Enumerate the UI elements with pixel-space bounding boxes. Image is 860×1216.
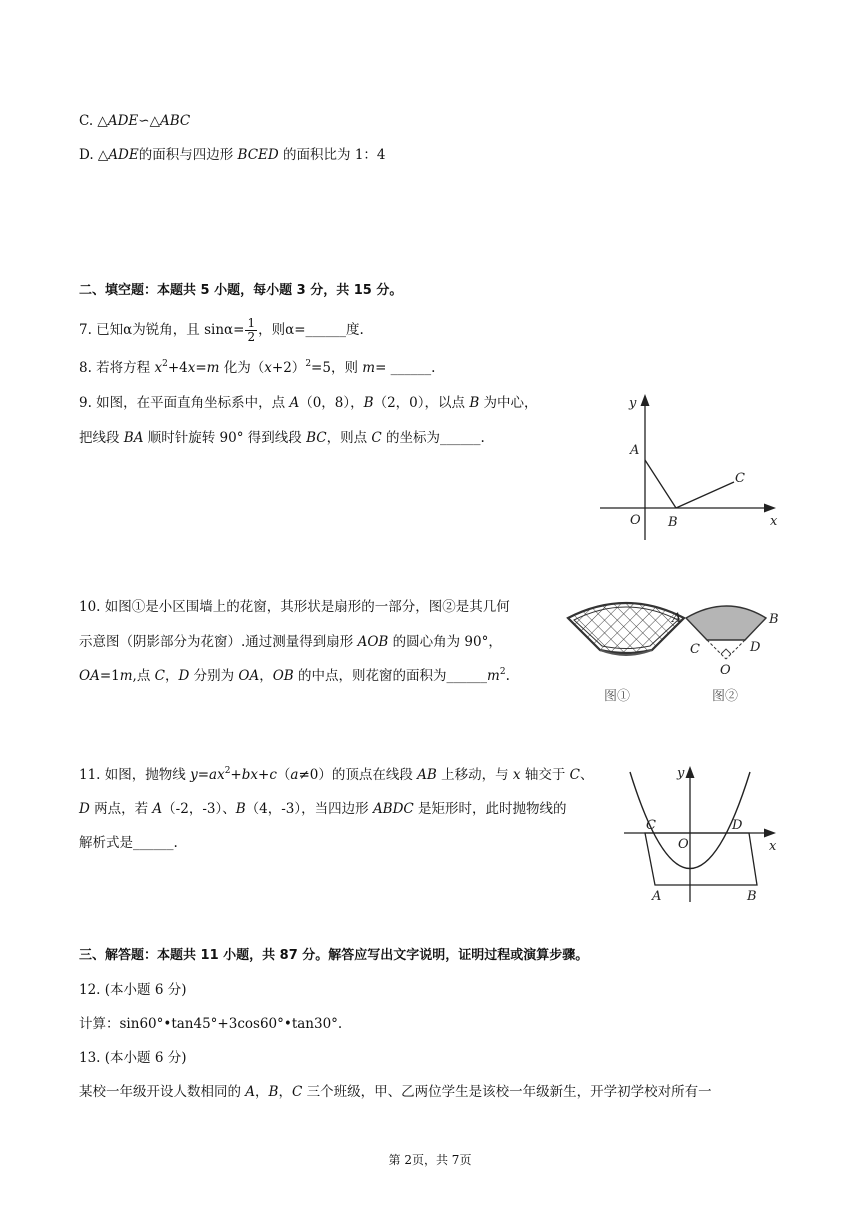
figure-q9-coordinate-plane xyxy=(590,390,790,550)
x-axis-arrow xyxy=(764,829,776,838)
figure-1-window-photo xyxy=(568,603,684,655)
right-angle-mark xyxy=(721,649,731,654)
y-axis-arrow xyxy=(686,766,695,778)
segment-do-dashed xyxy=(726,640,745,659)
question-9-line-1: 9. 如图，在平面直角坐标系中，点 A（0，8），B（2，0），以点 B 为中心， xyxy=(79,395,538,411)
question-9-line-2: 把线段 BA 顺时针旋转 90° 得到线段 BC，则点 C 的坐标为______. xyxy=(79,430,485,446)
option-c: C. △ADE∽△ABC xyxy=(79,113,191,129)
y-axis-arrow xyxy=(641,394,650,406)
question-10-line-2: 示意图（阴影部分为花窗）.通过测量得到扇形 AOB 的圆心角为 90°， xyxy=(79,634,502,650)
question-7: 7. 已知α为锐角，且 sinα= $\frac{1}{2}$ ，则α=______度. xyxy=(79,316,364,344)
label-y: y xyxy=(677,766,685,781)
caption-figure-2: 图② xyxy=(712,689,739,704)
question-12-title: 12. (本小题 6 分) xyxy=(79,982,187,998)
fraction-one-half: $\frac{1}{2}$ xyxy=(247,316,256,344)
label-d: D xyxy=(732,818,743,833)
section-heading-solutions: 三、解答题：本题共 11 小题，共 87 分。解答应写出文字说明，证明过程或演算步骤。 xyxy=(79,948,589,963)
label-x: x xyxy=(769,839,777,854)
section-heading-fill-in: 二、填空题：本题共 5 小题，每小题 3 分，共 15 分。 xyxy=(79,283,403,298)
label-b: B xyxy=(668,515,678,530)
figure-q11-parabola xyxy=(616,762,790,908)
page-footer: 第 2页，共 7页 xyxy=(388,1153,472,1167)
segment-ab xyxy=(645,460,676,508)
question-11-line-2: D 两点，若 A（-2，-3）、B（4，-3），当四边形 ABDC 是矩形时，此时抛物线的 xyxy=(79,801,567,817)
label-a: A xyxy=(630,443,640,458)
label-c: C xyxy=(735,471,745,486)
label-y: y xyxy=(629,396,637,411)
label-b: B xyxy=(769,612,779,627)
segment-bc xyxy=(676,482,734,508)
question-13-body: 某校一年级开设人数相同的 A，B，C 三个班级，甲、乙两位学生是该校一年级新生，开学初学校对所有一 xyxy=(79,1084,712,1100)
segment-co-dashed xyxy=(707,640,726,659)
label-x: x xyxy=(770,514,778,529)
option-d: D. △ADE的面积与四边形 BCED 的面积比为 1：4 xyxy=(79,147,386,163)
caption-figure-1: 图① xyxy=(604,689,631,704)
question-10-line-3: OA=1m,点 C，D 分别为 OA，OB 的中点，则花窗的面积为$\_\_\_\_\_\_m^2$. xyxy=(79,667,510,684)
question-11-line-3: 解析式是______. xyxy=(79,835,178,851)
label-c: C xyxy=(690,642,700,657)
label-o: O xyxy=(720,663,731,678)
label-b: B xyxy=(747,889,757,904)
figure-q10-flower-window xyxy=(560,588,790,710)
question-12-body: 计算：sin60°•tan45°+3cos60°•tan30°. xyxy=(79,1016,343,1032)
x-axis-arrow xyxy=(764,504,776,513)
label-o: O xyxy=(678,837,689,852)
label-d: D xyxy=(750,640,761,655)
question-10-line-1: 10. 如图①是小区围墙上的花窗，其形状是扇形的一部分，图②是其几何 xyxy=(79,599,510,615)
label-c: C xyxy=(646,818,656,833)
question-13-title: 13. (本小题 6 分) xyxy=(79,1050,187,1066)
label-a: A xyxy=(672,611,682,626)
rectangle-abdc xyxy=(645,833,757,885)
shaded-window-region xyxy=(686,606,766,640)
question-8: 8. 若将方程 $x^2+4x=m$ 化为$(x+2)^2=5$，则 m= ______. xyxy=(79,359,436,376)
question-11-line-1: 11. 如图，抛物线 $y=ax^2+bx+c(a\ne 0)$的顶点在线段 AB 上移动，与 x 轴交于 C、 xyxy=(79,766,594,783)
label-a: A xyxy=(652,889,662,904)
label-o: O xyxy=(630,513,641,528)
